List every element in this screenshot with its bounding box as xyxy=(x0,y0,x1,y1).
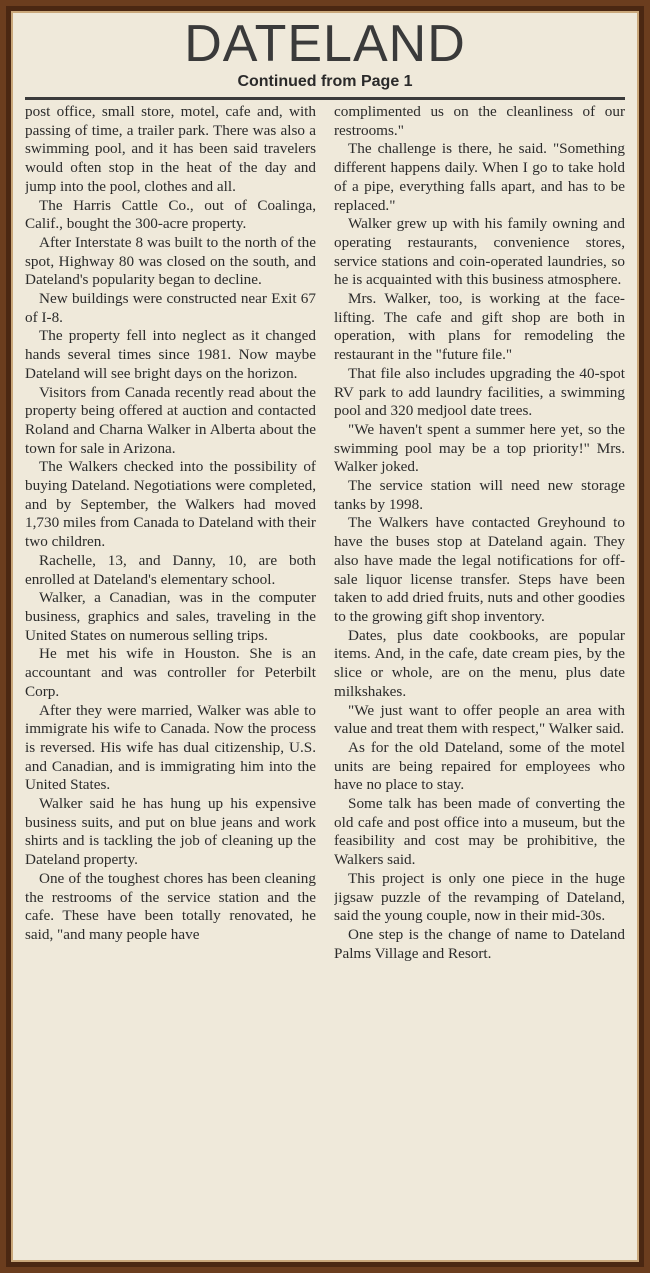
article-paragraph: One of the toughest chores has been cleaning the restrooms of the service station and the cafe. These have been totally renovated, he said, "and many people have xyxy=(25,869,316,943)
article-paragraph: complimented us on the cleanliness of our restrooms." xyxy=(334,103,625,139)
article-paragraph: Walker said he has hung up his expensive business suits, and put on blue jeans and work shirts and is tackling the job of cleaning up the Dateland property. xyxy=(25,795,316,869)
article-paragraph: That file also includes upgrading the 40-spot RV park to add laundry facilities, a swimming pool and 320 medjool date trees. xyxy=(334,364,625,420)
masthead xyxy=(13,15,637,91)
article-paragraph: The property fell into neglect as it changed hands several times since 1981. Now maybe Dateland will see bright days on the horizon. xyxy=(25,327,316,382)
article-paragraph: Some talk has been made of converting the old cafe and post office into a museum, but the feasibility and cost may be prohibitive, the Walkers said. xyxy=(334,795,625,869)
header-rule xyxy=(25,97,625,100)
article-paragraph: The service station will need new storage tanks by 1998. xyxy=(334,477,625,513)
article-paragraph: After they were married, Walker was able to immigrate his wife to Canada. Now the process is reversed. His wife has dual citizenship, U.S. and Canadian, and is immigrating him into the United States. xyxy=(25,701,316,794)
article-paragraph: The Walkers checked into the possibility of buying Dateland. Negotiations were completed, and by September, the Walkers had moved 1,730 miles from Canada to Dateland with their two children. xyxy=(25,458,316,551)
page-title: DATELAND xyxy=(184,15,466,73)
article-paragraph: Visitors from Canada recently read about the property being offered at auction and contacted Roland and Charna Walker in Alberta about the town for sale in Arizona. xyxy=(25,383,316,457)
article-paragraph: Walker grew up with his family owning and operating restaurants, convenience stores, service stations and coin-operated laundries, so he is acquainted with this business atmosphere. xyxy=(334,215,625,289)
article-paragraph: New buildings were constructed near Exit 67 of I-8. xyxy=(25,290,316,326)
article-paragraph: As for the old Dateland, some of the motel units are being repaired for employees who have no place to stay. xyxy=(334,738,625,794)
article-paragraph: The challenge is there, he said. "Something different happens daily. When I go to take hold of a pipe, everything falls apart, and has to be replaced." xyxy=(334,140,625,214)
article-paragraph: He met his wife in Houston. She is an accountant and was controller for Peterbilt Corp. xyxy=(25,645,316,700)
article-paragraph: "We haven't spent a summer here yet, so the swimming pool may be a top priority!" Mrs. Walker joked. xyxy=(334,420,625,476)
article-paragraph: The Walkers have contacted Greyhound to have the buses stop at Dateland again. They also have made the legal notifications for off-sale liquor license transfer. Steps have been taken to add dried fruits, nuts and other goodies to the growing gift shop inventory. xyxy=(334,514,625,625)
article-paragraph: One step is the change of name to Dateland Palms Village and Resort. xyxy=(334,925,625,962)
article-paragraph: This project is only one piece in the huge jigsaw puzzle of the revamping of Dateland, said the young couple, now in their mid-30s. xyxy=(334,869,625,925)
article-paragraph: Walker, a Canadian, was in the computer business, graphics and sales, traveling in the United States on numerous selling trips. xyxy=(25,589,316,644)
newspaper-clipping xyxy=(11,11,639,1262)
article-column-left xyxy=(25,103,316,1250)
article-paragraph: The Harris Cattle Co., out of Coalinga, Calif., bought the 300-acre property. xyxy=(25,196,316,233)
continued-line: Continued from Page 1 xyxy=(237,73,413,90)
article-paragraph: After Interstate 8 was built to the north of the spot, Highway 80 was closed on the south, and Dateland's popularity began to decline. xyxy=(25,233,316,289)
article-column-right xyxy=(334,103,625,1250)
article-body xyxy=(25,103,625,1250)
article-paragraph: Mrs. Walker, too, is working at the face-lifting. The cafe and gift shop are both in operation, with plans for remodeling the restaurant in the "future file." xyxy=(334,290,625,364)
article-paragraph: "We just want to offer people an area with value and treat them with respect," Walker said. xyxy=(334,701,625,738)
article-paragraph: Rachelle, 13, and Danny, 10, are both enrolled at Dateland's elementary school. xyxy=(25,551,316,588)
article-paragraph: Dates, plus date cookbooks, are popular items. And, in the cafe, date cream pies, by the slice or whole, are on the menu, plus date milkshakes. xyxy=(334,626,625,700)
article-paragraph: post office, small store, motel, cafe and, with passing of time, a trailer park. There was also a swimming pool, and it has been said travelers would often stop in the heat of the day and jump into the pool, clothes and all. xyxy=(25,103,316,195)
